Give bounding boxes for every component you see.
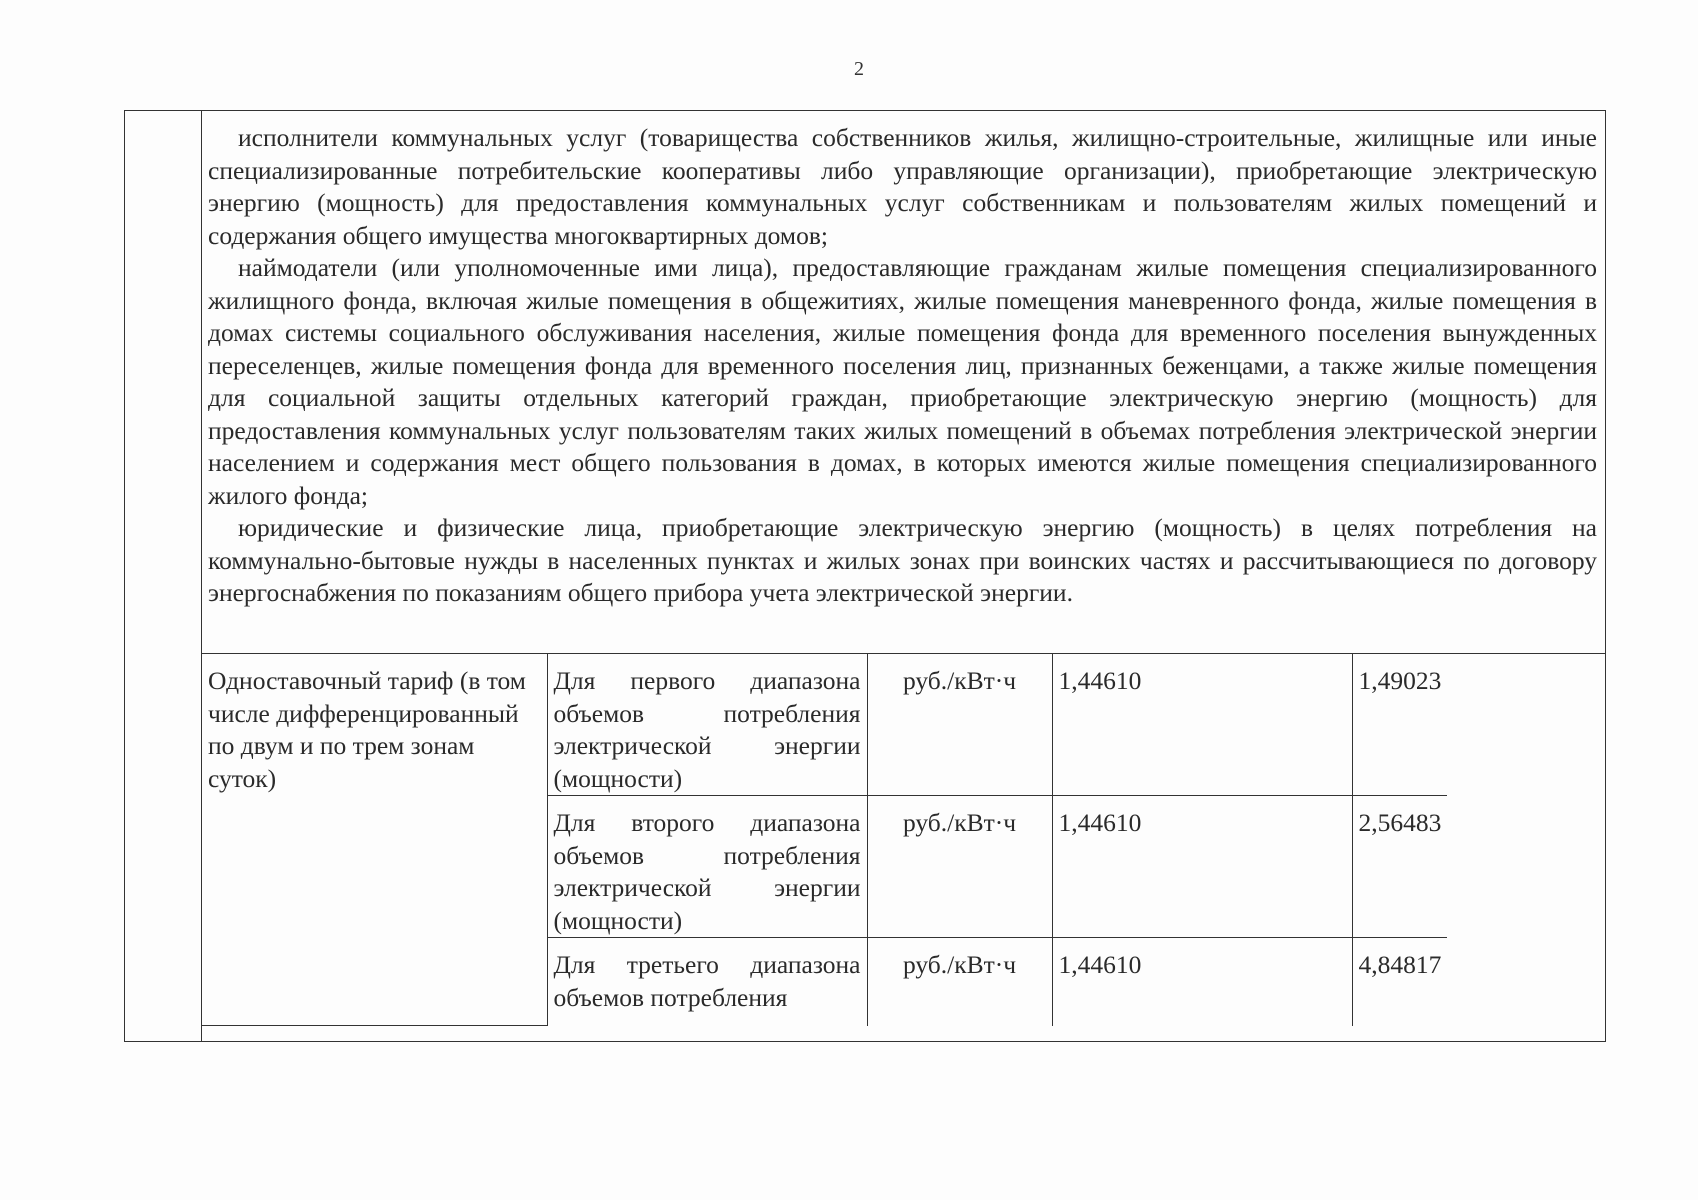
unit-cell: руб./кВт·ч: [867, 938, 1052, 1026]
range-cell: Для второго диапазона объемов потребления электрической энергии (мощности): [547, 796, 867, 938]
document-table: [124, 110, 1606, 1042]
index-column: [125, 111, 202, 1041]
tariff-name-cell: Одноставочный тариф (в том числе дифференцированный по двум и по трем зонам суток): [202, 654, 547, 1026]
paragraph-legal-entities: юридические и физические лица, приобретающие электрическую энергию (мощность) в целях потребления на коммунально-бытовые нужды в населенных пунктах и жилых зонах при воинских частях и рассчитывающиеся по договору энергоснабжения по показаниям общего прибора учета электрической энергии.: [208, 513, 1597, 607]
value-1-cell: 1,44610: [1052, 938, 1352, 1026]
value-2-cell: 4,84817: [1352, 938, 1447, 1026]
value-1-cell: 1,44610: [1052, 796, 1352, 938]
consumer-categories-cell: [202, 111, 1605, 654]
paragraph-landlords: наймодатели (или уполномоченные ими лица), предоставляющие гражданам жилые помещения специализированного жилищного фонда, включая жилые помещения в общежитиях, жилые помещения маневренного фонда, жилые помещения в домах системы социального обслуживания населения, жилые помещения фонда для временного поселения вынужденных переселенцев, жилые помещения фонда для временного поселения лиц, признанных беженцами, а также жилые помещения для социальной защиты отдельных категорий граждан, приобретающие электрическую энергию (мощность) для предоставления коммунальных услуг пользователям таких жилых помещений в объемах потребления электрической энергии населением и содержания мест общего пользования в домах, в которых имеются жилые помещения специализированного жилого фонда;: [208, 253, 1597, 510]
value-1-cell: 1,44610: [1052, 654, 1352, 796]
value-2-cell: 2,56483: [1352, 796, 1447, 938]
unit-cell: руб./кВт·ч: [867, 796, 1052, 938]
page-number: 2: [854, 58, 864, 80]
unit-cell: руб./кВт·ч: [867, 654, 1052, 796]
range-cell: Для третьего диапазона объемов потребления: [547, 938, 867, 1026]
table-row: [202, 654, 1447, 796]
range-cell: Для первого диапазона объемов потребления электрической энергии (мощности): [547, 654, 867, 796]
tariff-table: [202, 654, 1447, 1026]
value-2-cell: 1,49023: [1352, 654, 1447, 796]
paragraph-utility-providers: исполнители коммунальных услуг (товарищества собственников жилья, жилищно-строительные, жилищные или иные специализированные потребительские кооперативы либо управляющие организации), приобретающие электрическую энергию (мощность) для предоставления коммунальных услуг собственникам и пользователям жилых помещений и содержания общего имущества многоквартирных домов;: [208, 123, 1597, 250]
